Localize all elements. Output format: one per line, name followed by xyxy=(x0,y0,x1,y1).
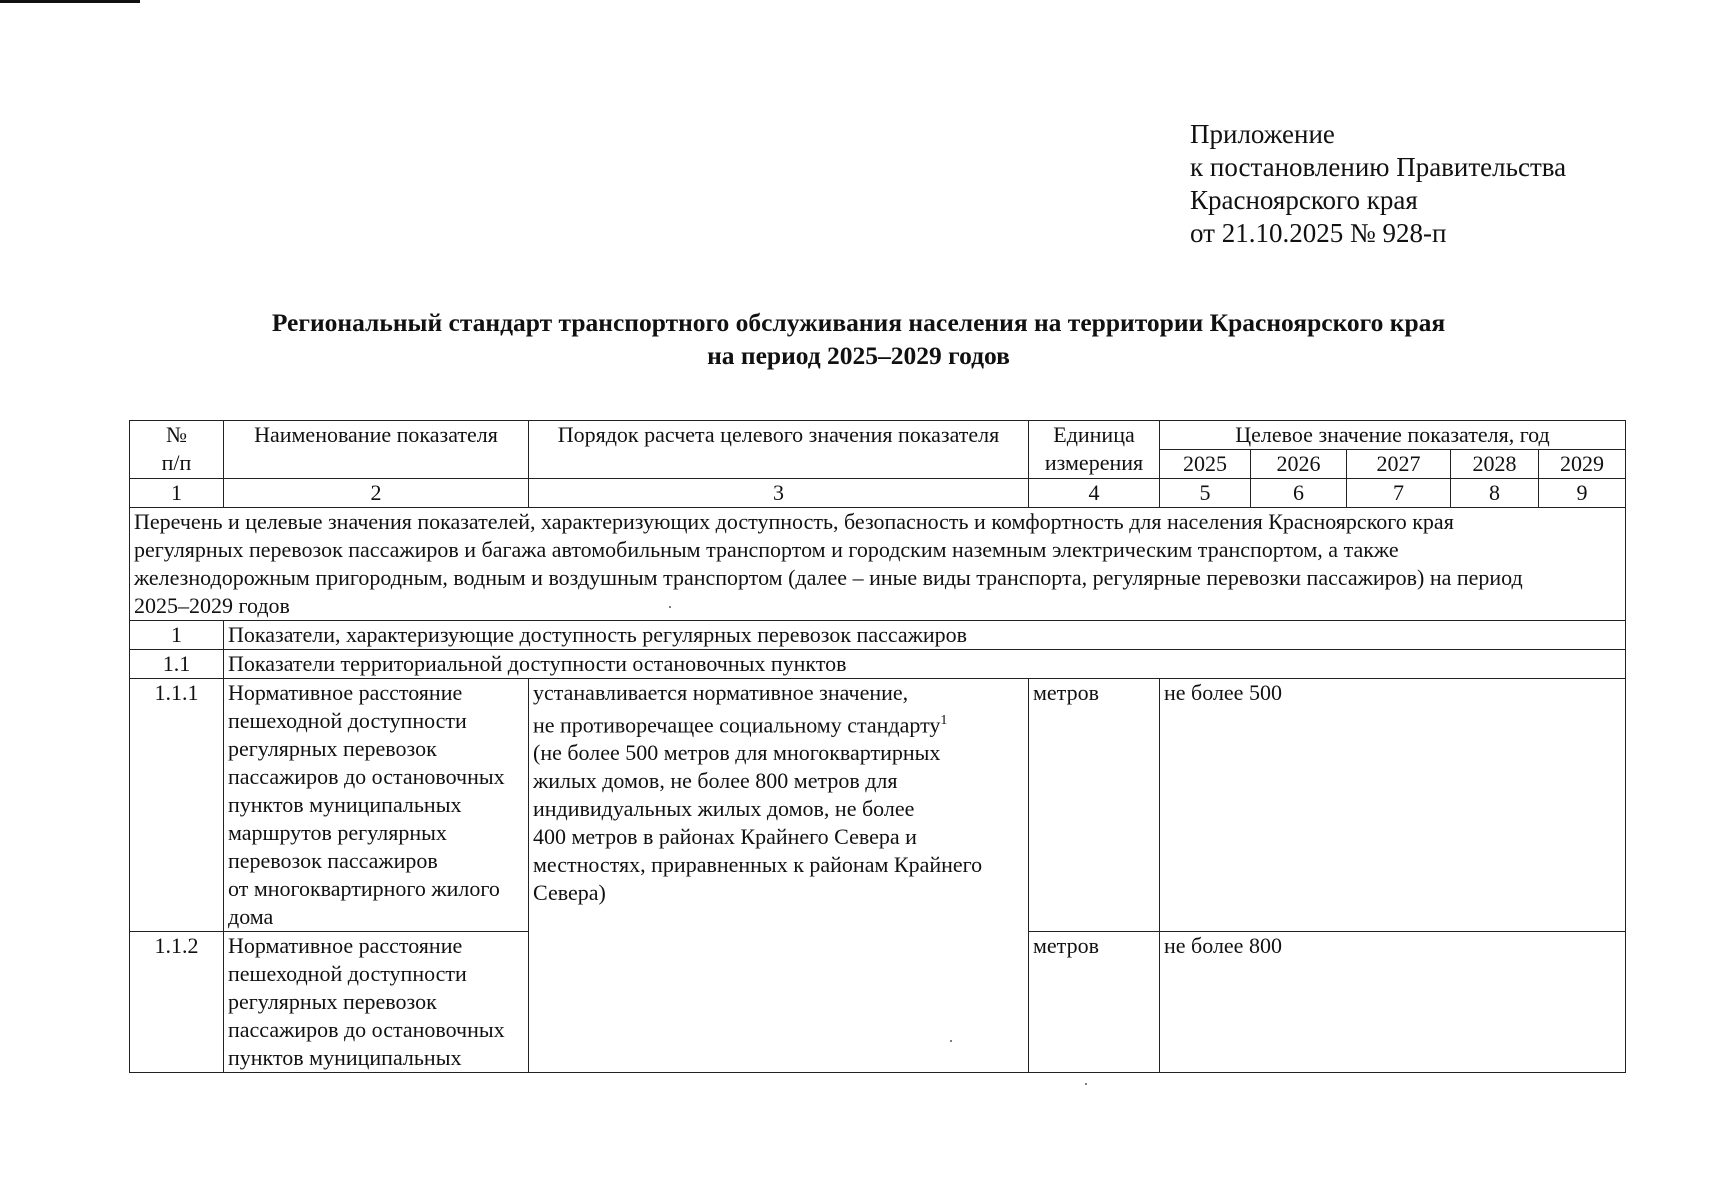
appendix-block xyxy=(1190,118,1566,250)
indicator-name-line: пешеходной доступности xyxy=(228,961,467,986)
calc-line xyxy=(533,707,1024,739)
indicator-row xyxy=(130,679,1626,932)
indicator-unit: метров xyxy=(1029,679,1160,932)
header-name: Наименование показателя xyxy=(224,421,529,479)
header-calc: Порядок расчета целевого значения показателя xyxy=(529,421,1029,479)
calc-line: 400 метров в районах Крайнего Севера и xyxy=(533,824,917,850)
header-target: Целевое значение показателя, год xyxy=(1160,421,1626,450)
calc-line-text: не противоречащее социальному стандарту xyxy=(533,712,941,738)
column-number: 4 xyxy=(1029,479,1160,508)
indicator-name-line: пунктов муниципальных xyxy=(228,792,462,817)
scan-edge-mark xyxy=(0,0,140,3)
calc-line: (не более 500 метров для многоквартирных xyxy=(533,740,941,766)
column-number: 1 xyxy=(130,479,224,508)
title-line: на период 2025–2029 годов xyxy=(707,341,1010,370)
column-numbers-row xyxy=(130,479,1626,508)
indicator-name xyxy=(224,679,529,932)
column-number: 5 xyxy=(1160,479,1251,508)
header-year: 2027 xyxy=(1347,450,1451,479)
indicator-name-line: перевозок пассажиров xyxy=(228,848,438,873)
header-year: 2028 xyxy=(1451,450,1539,479)
scan-speck xyxy=(950,1040,952,1042)
section-title: Показатели, характеризующие доступность регулярных перевозок пассажиров xyxy=(224,621,1626,650)
scan-speck xyxy=(669,606,671,608)
calc-line: Севера) xyxy=(533,880,606,906)
column-number: 9 xyxy=(1539,479,1626,508)
indicator-name-line: пунктов муниципальных xyxy=(228,1045,462,1070)
scan-speck xyxy=(1085,1083,1087,1085)
indicator-unit: метров xyxy=(1029,932,1160,1073)
subsection-title: Показатели территориальной доступности остановочных пунктов xyxy=(224,650,1626,679)
header-year: 2029 xyxy=(1539,450,1626,479)
indicator-name-line: регулярных перевозок xyxy=(228,989,437,1014)
calc-line: индивидуальных жилых домов, не более xyxy=(533,796,915,822)
intro-row xyxy=(130,508,1626,621)
header-year: 2025 xyxy=(1160,450,1251,479)
column-number: 8 xyxy=(1451,479,1539,508)
indicator-number: 1.1.1 xyxy=(130,679,224,932)
indicator-name-line: дома xyxy=(228,904,274,929)
document-title xyxy=(0,306,1717,372)
indicator-name-line: пассажиров до остановочных xyxy=(228,1017,505,1042)
appendix-line: Приложение xyxy=(1190,119,1335,149)
indicator-target: не более 500 xyxy=(1160,679,1626,932)
indicator-name-line: Нормативное расстояние xyxy=(228,680,463,705)
header-row xyxy=(130,421,1626,450)
calc-line: устанавливается нормативное значение, xyxy=(533,680,909,705)
calculation-method xyxy=(529,679,1029,1073)
header-unit-label: Единица xyxy=(1053,422,1135,447)
header-num-label: № xyxy=(166,422,187,447)
intro-line: 2025–2029 годов xyxy=(134,593,290,618)
indicator-name-line: пассажиров до остановочных xyxy=(228,764,505,789)
indicator-name xyxy=(224,932,529,1073)
standard-table xyxy=(129,420,1626,1073)
appendix-line: Красноярского края xyxy=(1190,185,1418,215)
header-num xyxy=(130,421,224,479)
indicator-name-line: регулярных перевозок xyxy=(228,736,437,761)
calc-line: жилых домов, не более 800 метров для xyxy=(533,768,898,794)
section-row xyxy=(130,621,1626,650)
intro-line: регулярных перевозок пассажиров и багажа автомобильным транспортом и городским наземным электрическим транспортом, а также xyxy=(134,537,1399,562)
indicator-number: 1.1.2 xyxy=(130,932,224,1073)
footnote-mark: 1 xyxy=(940,713,948,728)
section-number: 1 xyxy=(130,621,224,650)
column-number: 6 xyxy=(1251,479,1347,508)
indicator-name-line: Нормативное расстояние xyxy=(228,933,463,958)
column-number: 3 xyxy=(529,479,1029,508)
subsection-number: 1.1 xyxy=(130,650,224,679)
indicator-name-line: от многоквартирного жилого xyxy=(228,876,500,901)
column-number: 7 xyxy=(1347,479,1451,508)
appendix-line: к постановлению Правительства xyxy=(1190,152,1567,182)
intro-line: железнодорожным пригородным, водным и воздушным транспортом (далее – иные виды транспорта, регулярные перевозки пассажиров) на период xyxy=(134,565,1523,590)
indicator-name-line: маршрутов регулярных xyxy=(228,820,447,845)
title-line: Региональный стандарт транспортного обслуживания населения на территории Красноярского края xyxy=(271,308,1446,337)
column-number: 2 xyxy=(224,479,529,508)
calc-line: местностях, приравненных к районам Крайнего xyxy=(533,852,983,878)
intro-line: Перечень и целевые значения показателей, характеризующих доступность, безопасность и комфортность для населения Красноярского края xyxy=(134,509,1454,534)
header-unit-label: измерения xyxy=(1044,450,1144,475)
header-unit xyxy=(1029,421,1160,479)
appendix-decree-line: от 21.10.2025 № 928-п xyxy=(1190,218,1447,248)
header-num-label: п/п xyxy=(161,450,192,475)
header-year: 2026 xyxy=(1251,450,1347,479)
intro-text xyxy=(130,508,1626,621)
indicator-target: не более 800 xyxy=(1160,932,1626,1073)
subsection-row xyxy=(130,650,1626,679)
indicator-name-line: пешеходной доступности xyxy=(228,708,467,733)
